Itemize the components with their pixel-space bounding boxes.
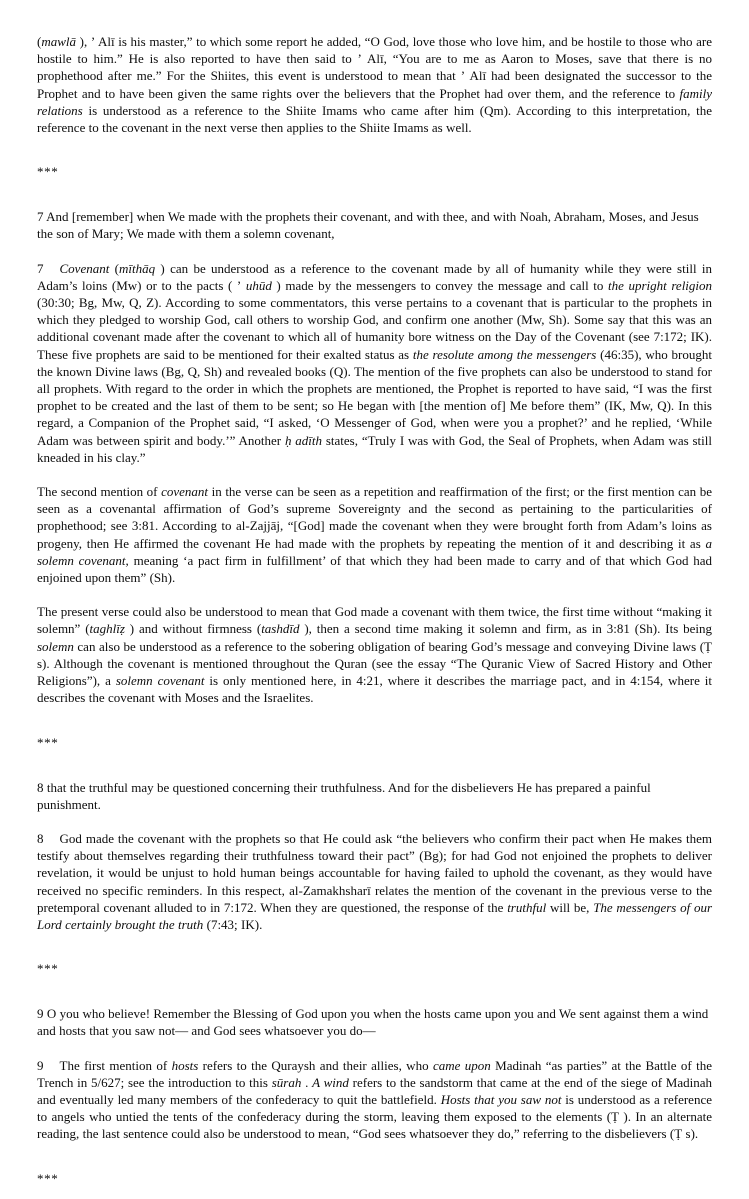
paragraph-spacer [37,813,712,830]
page-text-column [37,33,712,1199]
verse-text: 7 And [remember] when We made with the prophets their covenant, and with thee, and with Noah, Abraham, Moses, and Jesus the son of Mary; We made with them a solemn covenant, [37,209,699,242]
commentary-paragraph: The present verse could also be understood to mean that God made a covenant with them twice, the first time without “making it solemn” (taghlīẓ ) and without firmness (tashdīd ), then a second time making it solemn and firm, as in 3:81 (Sh). Its being solemn can also be understood as a reference to the sobering obligation of bearing God’s message and conveying Divine laws (Ṭ s). Although the covenant is mentioned throughout the Quran (see the essay “The Quranic View of Sacred History and Other Religions”), a solemn covenant is only mentioned here, in 4:21, where it describes the marriage pact, and in 4:154, where it describes the covenant with Moses and the Israelites. [37,604,713,706]
commentary-paragraph: (mawlā ), ʼ Alī is his master,” to which some report he added, “O God, love those who love him, and be hostile to those who are hostile to him.” He is also reported to have then said to ʼ Alī, “You are to me as Aaron to Moses, save that there is no prophethood after me.” For the Shiites, this event is understood to mean that ʼ Alī had been designated the successor to the Prophet and to have been given the same rights over the believers that the Prophet had over them, and the reference to family relations is understood as a reference to the Shiite Imams who came after him (Qm). According to this interpretation, the reference to the covenant in the next verse then applies to the Shiite Imams as well. [37,34,712,136]
paragraph-spacer [37,136,712,152]
commentary-paragraph: 7 Covenant (mīthāq ) can be understood as a reference to the covenant made by all of humanity while they were still in Adam’s loins (Mw) or to the pacts ( ʼ uhūd ) made by the messengers to convey the message and call to the upright religion (30:30; Bg, Mw, Q, Z). According to some commentators, this verse pertains to a covenant that is particular to the prophets in which they pledged to worship God, call others to worship God, and confirm one another (Mw, Sh). Some say that this was an additional covenant made after the covenant to which all of humanity bore witness on the Day of the Covenant (see 7:172; IK). These five prophets are said to be mentioned for their exalted status as the resolute among the messengers (46:35), who brought the known Divine laws (Bg, Q, Sh) and revealed books (Q). The mention of the five prophets can also be understood to stand for all prophets. With regard to the order in which the prophets are mentioned, the Prophet is reported to have said, “I was the first prophet to be created and the last of them to be sent; so He began with [the mention of] Me before them” (IK, Mw, Q). In this regard, a Companion of the Prophet said, “I asked, ‘O Messenger of God, when were you a prophet?’ and he replied, ‘While Adam was between spirit and body.’” Another ḥ adīth states, “Truly I was with God, the Seal of Prophets, when Adam was still kneaded in his clay.” [37,260,713,465]
commentary-paragraph: The second mention of covenant in the verse can be seen as a repetition and reaffirmation of the first; or the first mention can be seen as a covenantal affirmation of God’s supreme Sovereignty and the second as pertaining to the particularities of prophethood; see 3:81. According to al-Zajjāj, “[God] made the covenant when they were brought forth from Adam’s loins as progeny, then He affirmed the covenant He had made with the prophets by repeating the mention of it and describing it as a solemn covenant, meaning ‘a pact firm in fulfillment’ of that which they had been made to carry and of that which God had enjoined upon them” (Sh). [37,484,712,586]
paragraph-spacer [37,763,712,779]
paragraph-spacer [37,933,712,949]
paragraph-spacer [37,707,712,723]
paragraph-spacer [37,1143,712,1159]
commentary-paragraph: 9 The first mention of hosts refers to the Quraysh and their allies, who came upon Madinah “as parties” at the Battle of the Trench in 5/627; see the introduction to this sūrah . A wind refers to the sandstorm that came at the end of the siege of Madinah and eventually led many members of the confederacy to quit the battlefield. Hosts that you saw not is understood as a reference to angels who untied the tents of the confederacy during the storm, leaving them exposed to the elements (Ṭ ). In an alternate reading, the last sentence could also be understood to mean, “God sees whatsoever they do,” referring to the disbelievers (Ṭ s). [37,1057,712,1142]
paragraph-spacer [37,586,712,603]
paragraph-spacer [37,192,712,208]
section-divider: *** [37,164,59,180]
paragraph-spacer [37,243,712,260]
paragraph-spacer [37,989,712,1005]
paragraph-spacer [37,1040,712,1057]
section-divider: *** [37,734,59,750]
commentary-paragraph: 8 God made the covenant with the prophets so that He could ask “the believers who confirm their pact when He makes them testify about themselves regarding their truthfulness toward their pact” (Bg); for had God not enjoined the prophets to deliver revelation, it would be unjust to hold human beings accountable for having failed to uphold the covenant, as they would have received no specific reminders. In this respect, al-Zamakhsharī relates the mention of the covenant in the previous verse to the pretemporal covenant alluded to in 7:172. When they are questioned, the response of the truthful will be, The messengers of our Lord certainly brought the truth (7:43; IK). [37,830,713,932]
verse-text: 8 that the truthful may be questioned concerning their truthfulness. And for the disbelievers He has prepared a painful punishment. [37,779,651,812]
section-divider: *** [37,1170,59,1186]
paragraph-spacer [37,466,712,483]
verse-text: 9 O you who believe! Remember the Blessing of God upon you when the hosts came upon you and We sent against them a wind and hosts that you saw not— and God sees whatsoever you do— [37,1006,709,1039]
section-divider: *** [37,961,59,977]
